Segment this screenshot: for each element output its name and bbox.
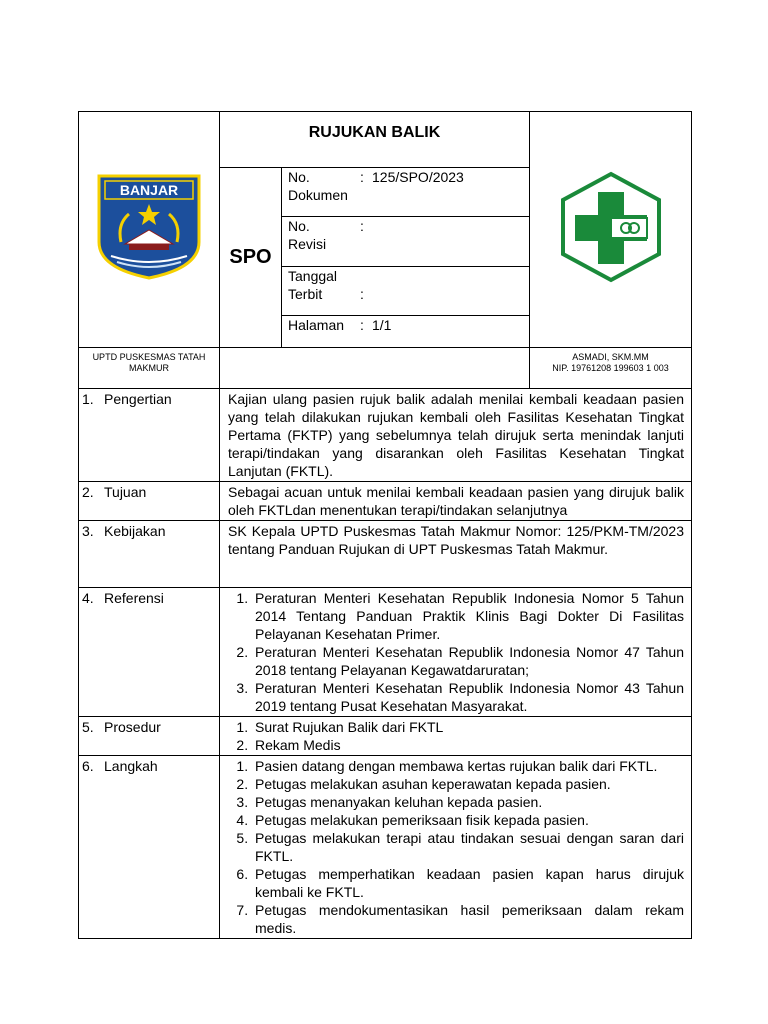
section-label: 5. Prosedur — [79, 717, 220, 756]
list-item: 3. Peraturan Menteri Kesehatan Republik Indonesia Nomor 43 Tahun 2019 tentang Pusat Kesehatan Masyarakat. — [252, 679, 684, 715]
section-text: Sebagai acuan untuk menilai kembali keadaan pasien yang dirujuk balik oleh FKTLdan menentukan terapi/tindakan selanjutnya — [220, 482, 692, 521]
field-value — [372, 267, 523, 303]
section-label: 4. Referensi — [79, 588, 220, 717]
field-label: Halaman — [288, 317, 345, 333]
signer-block — [530, 348, 692, 389]
list-item: 4. Petugas melakukan pemeriksaan fisik kepada pasien. — [252, 811, 684, 829]
section-label: 3. Kebijakan — [79, 521, 220, 588]
puskesmas-logo-cell — [530, 112, 692, 348]
document-title: RUJUKAN BALIK — [220, 112, 530, 168]
list-item: 6. Petugas memperhatikan keadaan pasien kapan harus dirujuk kembali ke FKTL. — [252, 865, 684, 901]
list-item: 2. Rekam Medis — [252, 736, 684, 754]
field-halaman — [282, 316, 530, 348]
field-no-revisi — [282, 217, 530, 267]
section-row — [79, 588, 692, 717]
field-colon: : — [360, 317, 364, 333]
section-label: 6. Langkah — [79, 756, 220, 939]
section-text: SK Kepala UPTD Puskesmas Tatah Makmur Nomor: 125/PKM-TM/2023 tentang Panduan Rujukan di UPT Puskesmas Tatah Makmur. — [220, 521, 692, 588]
org-name: UPTD PUSKESMAS TATAH MAKMUR — [79, 348, 220, 389]
field-colon: : — [360, 286, 364, 302]
spo-label: SPO — [220, 168, 282, 348]
section-label: 2. Tujuan — [79, 482, 220, 521]
field-value — [372, 217, 523, 253]
section-row — [79, 717, 692, 756]
section-row — [79, 389, 692, 482]
list-item: 1. Surat Rujukan Balik dari FKTL — [252, 718, 684, 736]
list-item: 5. Petugas melakukan terapi atau tindakan sesuai dengan saran dari FKTL. — [252, 829, 684, 865]
section-row — [79, 521, 692, 588]
spo-document — [78, 111, 691, 939]
list-item: 1. Pasien datang dengan membawa kertas rujukan balik dari FKTL. — [252, 757, 684, 775]
field-colon: : — [360, 169, 364, 185]
section-label: 1. Pengertian — [79, 389, 220, 482]
signer-nip: NIP. 19761208 199603 1 003 — [552, 363, 669, 373]
field-value: 125/SPO/2023 — [372, 169, 464, 185]
spo-header-table — [78, 111, 692, 389]
field-value: 1/1 — [372, 317, 392, 333]
section-text: Kajian ulang pasien rujuk balik adalah menilai kembali keadaan pasien yang telah dilakukan rujukan kembali oleh Fasilitas Kesehatan Tingkat Pertama (FKTP) yang sebelumnya telah dirujuk serta menindak lanjuti terapi/tindakan yang disarankan oleh Fasilitas Kesehatan Tingkat Lanjutan (FKTL). — [220, 389, 692, 482]
spo-body-table — [78, 388, 692, 939]
field-no-dokumen — [282, 168, 530, 217]
list-item: 1. Peraturan Menteri Kesehatan Republik Indonesia Nomor 5 Tahun 2014 Tentang Panduan Praktik Klinis Bagi Dokter Di Fasilitas Pelayanan Kesehatan Primer. — [252, 589, 684, 643]
list-item: 7. Petugas mendokumentasikan hasil pemeriksaan dalam rekam medis. — [252, 901, 684, 937]
field-tanggal-terbit — [282, 267, 530, 316]
puskesmas-logo-icon — [555, 170, 667, 284]
section-list — [220, 717, 692, 756]
field-label: No. Revisi — [288, 218, 327, 252]
list-item: 2. Petugas melakukan asuhan keperawatan kepada pasien. — [252, 775, 684, 793]
list-item: 2. Peraturan Menteri Kesehatan Republik Indonesia Nomor 47 Tahun 2018 tentang Pelayanan Kegawatdaruratan; — [252, 643, 684, 679]
field-label: No. Dokumen — [288, 169, 348, 203]
section-list — [220, 756, 692, 939]
field-colon: : — [360, 218, 364, 234]
section-row — [79, 482, 692, 521]
banjar-logo-cell — [79, 112, 220, 348]
section-list — [220, 588, 692, 717]
banjar-emblem-icon — [95, 172, 203, 282]
section-row — [79, 756, 692, 939]
signer-name: ASMADI, SKM.MM — [572, 352, 649, 362]
banjar-logo-text: BANJAR — [119, 182, 179, 198]
list-item: 3. Petugas menanyakan keluhan kepada pasien. — [252, 793, 684, 811]
field-label: Tanggal Terbit — [288, 268, 338, 302]
